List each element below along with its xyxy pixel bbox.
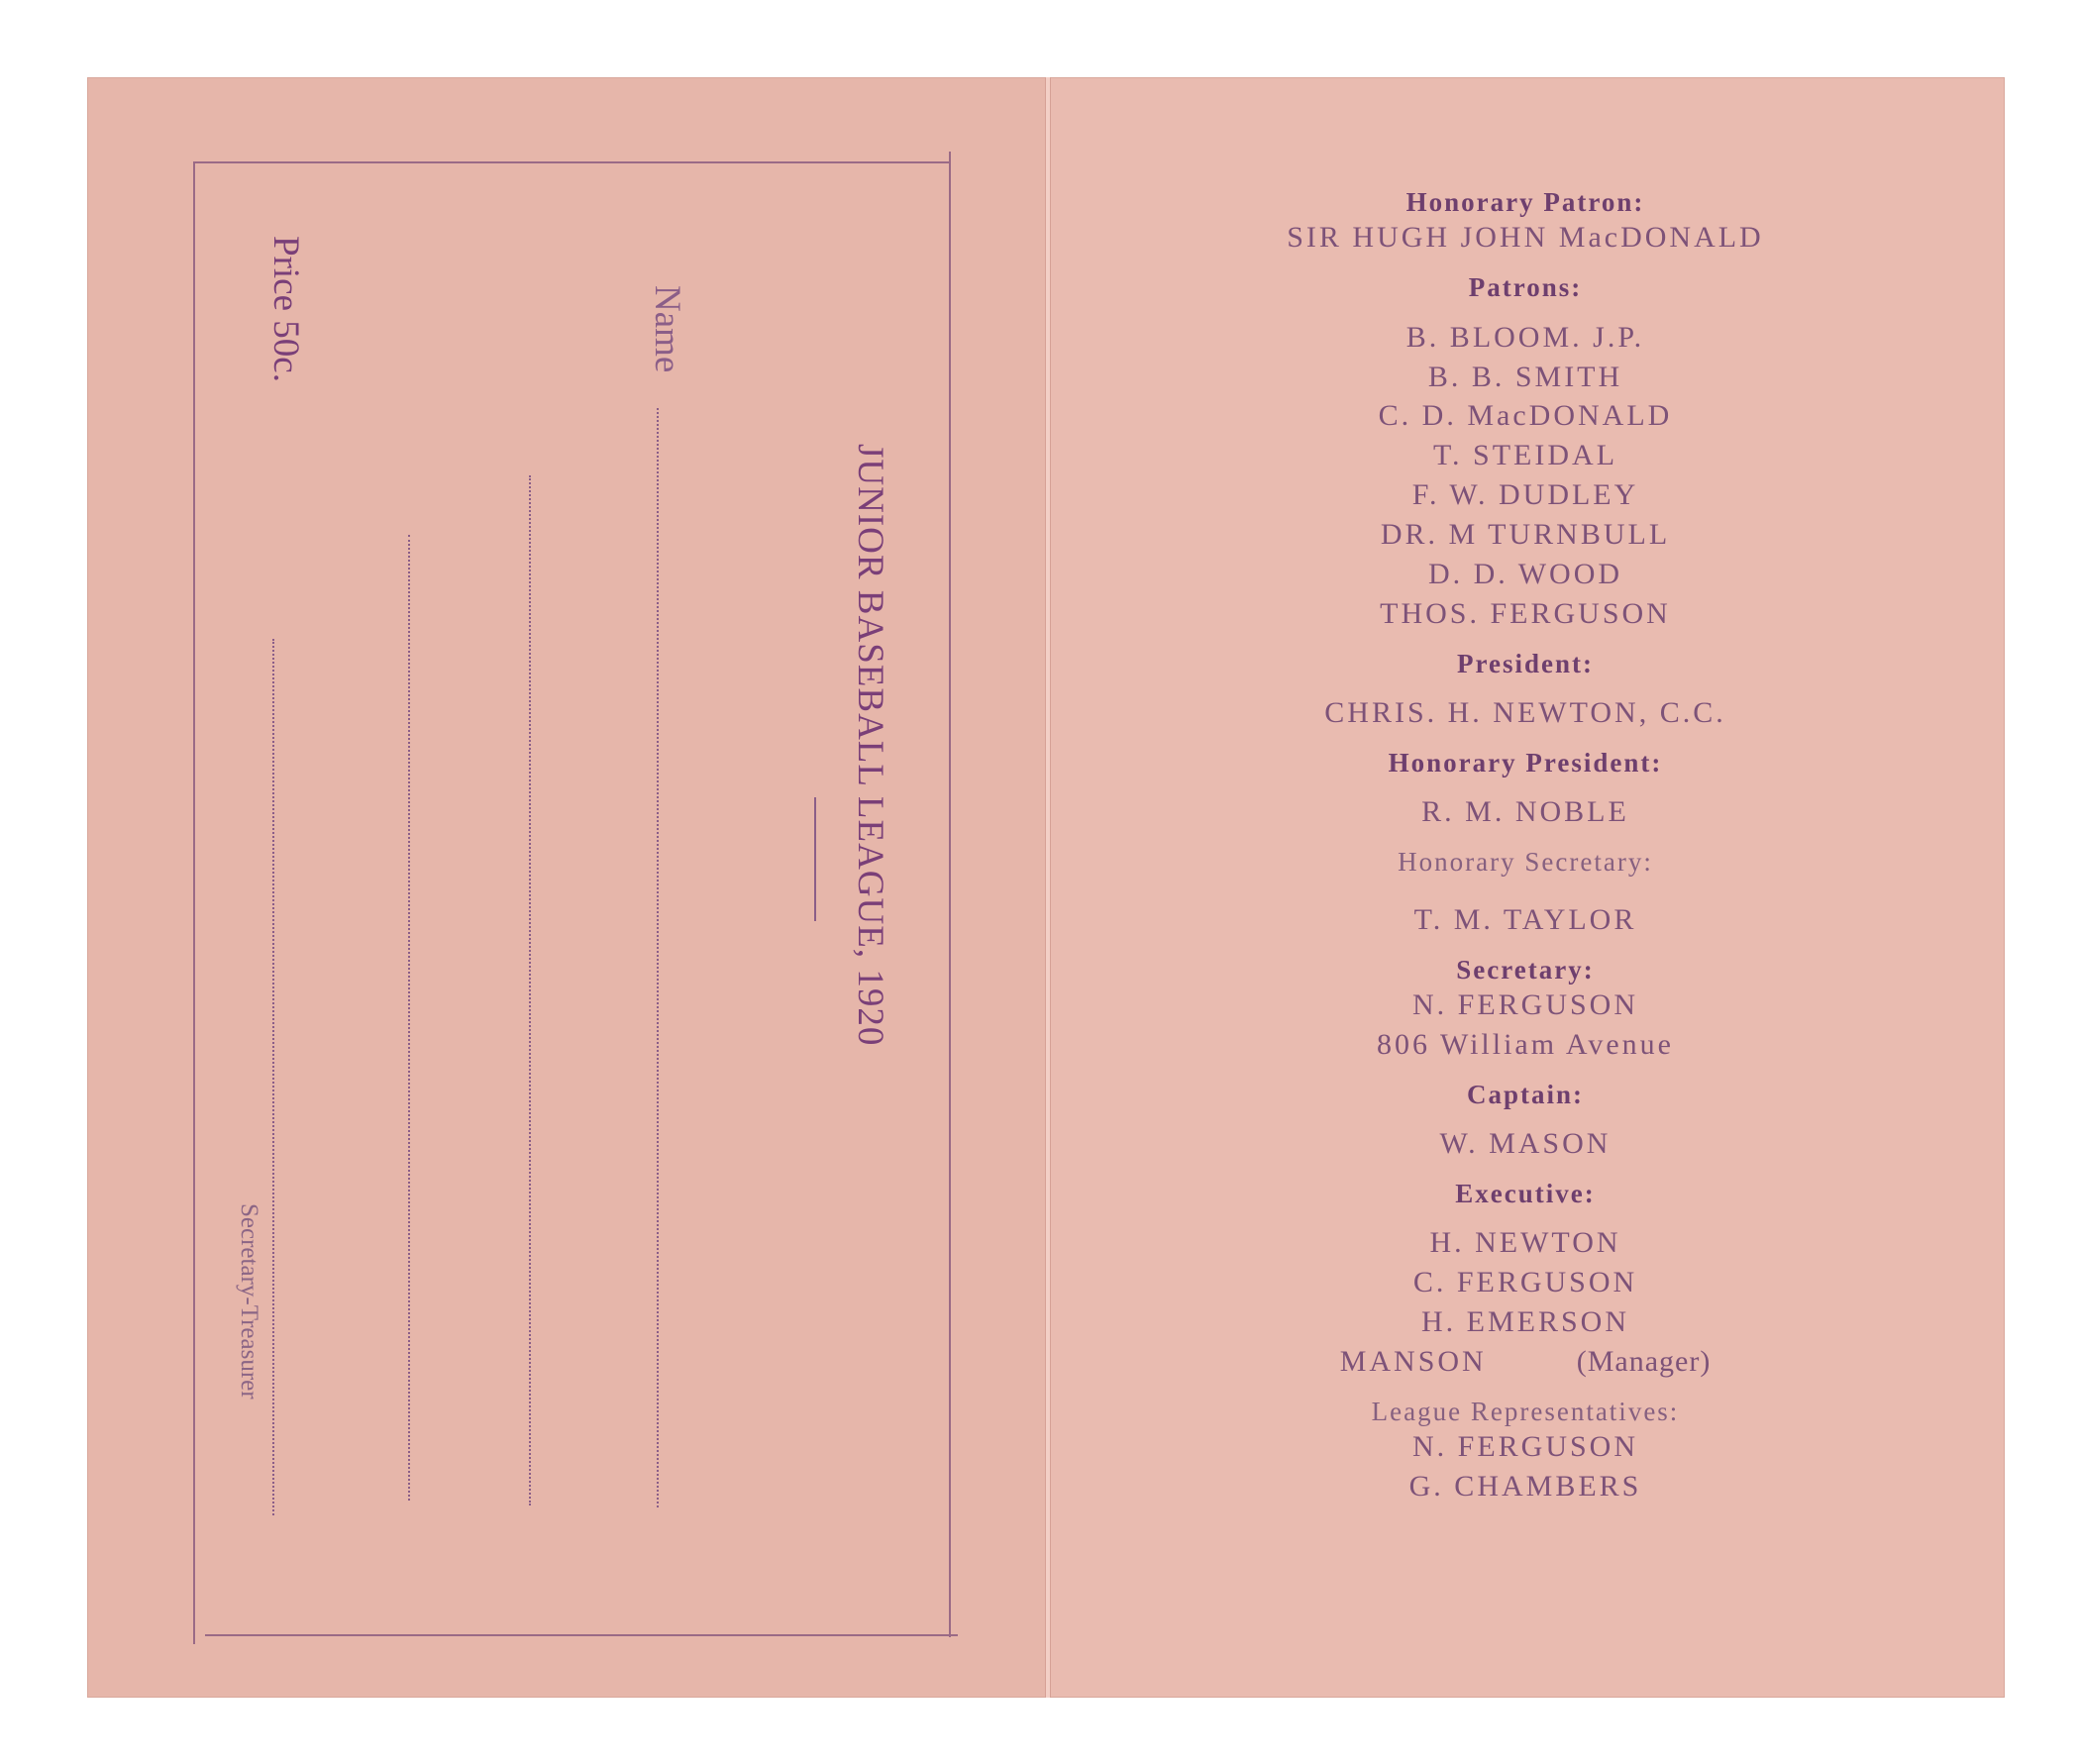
executive-heading: Executive: xyxy=(1455,1179,1596,1209)
frame-right-border xyxy=(949,152,951,1637)
secretary-name: N. FERGUSON xyxy=(1411,988,1639,1022)
league-representative-name: N. FERGUSON xyxy=(1411,1430,1639,1464)
honorary-president-heading: Honorary President: xyxy=(1388,748,1663,778)
patron-name: T. STEIDAL xyxy=(1432,439,1618,472)
executive-manager-role: (Manager) xyxy=(1576,1345,1712,1379)
signature-label: Secretary-Treasurer xyxy=(236,1203,262,1400)
patron-name: B. B. SMITH xyxy=(1427,360,1623,393)
executive-name: H. EMERSON xyxy=(1420,1305,1629,1339)
patron-name: THOS. FERGUSON xyxy=(1380,596,1671,630)
frame-left-border xyxy=(193,161,195,1644)
secretary-address: 806 William Avenue xyxy=(1377,1027,1674,1061)
executive-name: H. NEWTON xyxy=(1429,1226,1621,1260)
left-panel xyxy=(87,77,1046,1698)
executive-name: C. FERGUSON xyxy=(1412,1266,1638,1299)
name-line-3[interactable] xyxy=(408,535,410,1501)
secretary-heading: Secretary: xyxy=(1456,954,1595,985)
frame-bottom-border xyxy=(205,1634,958,1636)
executive-manager-name: MANSON xyxy=(1339,1345,1487,1379)
signature-line[interactable] xyxy=(272,639,274,1515)
league-title: JUNIOR BASEBALL LEAGUE, 1920 xyxy=(850,444,890,1047)
executive-manager-row xyxy=(1046,1342,2005,1382)
honorary-patron-name: SIR HUGH JOHN MacDONALD xyxy=(1287,221,1764,255)
name-line-1[interactable] xyxy=(657,408,659,1507)
honorary-patron-heading: Honorary Patron: xyxy=(1405,187,1645,217)
title-underline xyxy=(814,797,816,921)
league-representatives-heading: League Representatives: xyxy=(1371,1397,1680,1427)
frame-top-border xyxy=(193,161,951,163)
captain-heading: Captain: xyxy=(1466,1079,1584,1109)
patron-name: C. D. MacDONALD xyxy=(1378,399,1673,433)
president-heading: President: xyxy=(1457,648,1594,678)
league-representative-name: G. CHAMBERS xyxy=(1408,1470,1642,1504)
patron-name: F. W. DUDLEY xyxy=(1411,478,1639,512)
patron-name: DR. M TURNBULL xyxy=(1380,518,1671,552)
name-line-2[interactable] xyxy=(529,475,531,1505)
honorary-president-name: R. M. NOBLE xyxy=(1421,795,1629,829)
patron-name: D. D. WOOD xyxy=(1427,558,1623,591)
name-label: Name xyxy=(647,285,687,373)
officers-list xyxy=(1046,186,2005,1506)
price-label: Price 50c. xyxy=(265,236,306,382)
honorary-secretary-name: T. M. TAYLOR xyxy=(1413,902,1637,936)
captain-name: W. MASON xyxy=(1439,1127,1612,1161)
patrons-heading: Patrons: xyxy=(1468,272,1583,303)
honorary-secretary-heading: Honorary Secretary: xyxy=(1398,847,1653,878)
patron-name: B. BLOOM. J.P. xyxy=(1405,320,1645,354)
president-name: CHRIS. H. NEWTON, C.C. xyxy=(1324,696,1726,730)
